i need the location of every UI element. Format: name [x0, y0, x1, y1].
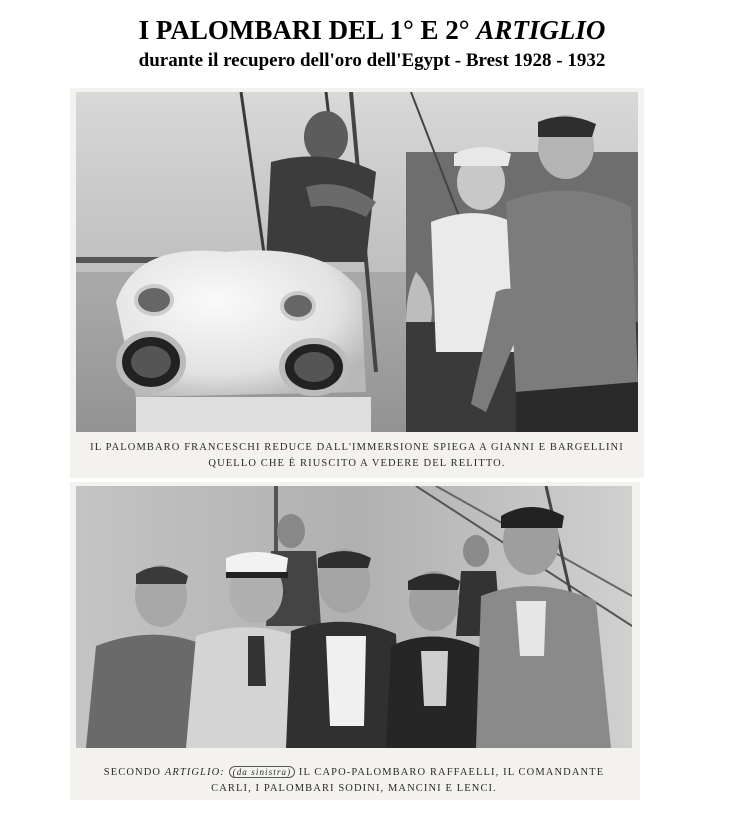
caption-names: IL CAPO-PALOMBARO RAFFAELLI, IL COMANDANTE [298, 767, 605, 778]
caption-line [76, 764, 632, 781]
title-ship-name: ARTIGLIO [476, 15, 606, 45]
caption-ship-name: ARTIGLIO: [164, 767, 225, 778]
caption-direction: (da sinistra) [229, 766, 296, 778]
photo-top-caption [76, 440, 638, 472]
page-subtitle: durante il recupero dell'oro dell'Egypt - Brest 1928 - 1932 [138, 50, 606, 71]
photo-bottom-caption [76, 764, 632, 797]
photo-diver-bell [76, 92, 638, 432]
caption-line: QUELLO CHE È RIUSCITO A VEDERE DEL RELITTO. [208, 458, 506, 469]
title-text: I PALOMBARI DEL 1° E 2° [138, 15, 470, 45]
caption-line: IL PALOMBARO FRANCESCHI REDUCE DALL'IMMERSIONE SPIEGA A GIANNI E BARGELLINI [90, 442, 624, 453]
page-title [0, 14, 744, 46]
caption-prefix: SECONDO [103, 767, 162, 778]
caption-line: CARLI, I PALOMBARI SODINI, MANCINI E LENCI. [211, 783, 497, 794]
photo-crew-group [76, 486, 632, 748]
